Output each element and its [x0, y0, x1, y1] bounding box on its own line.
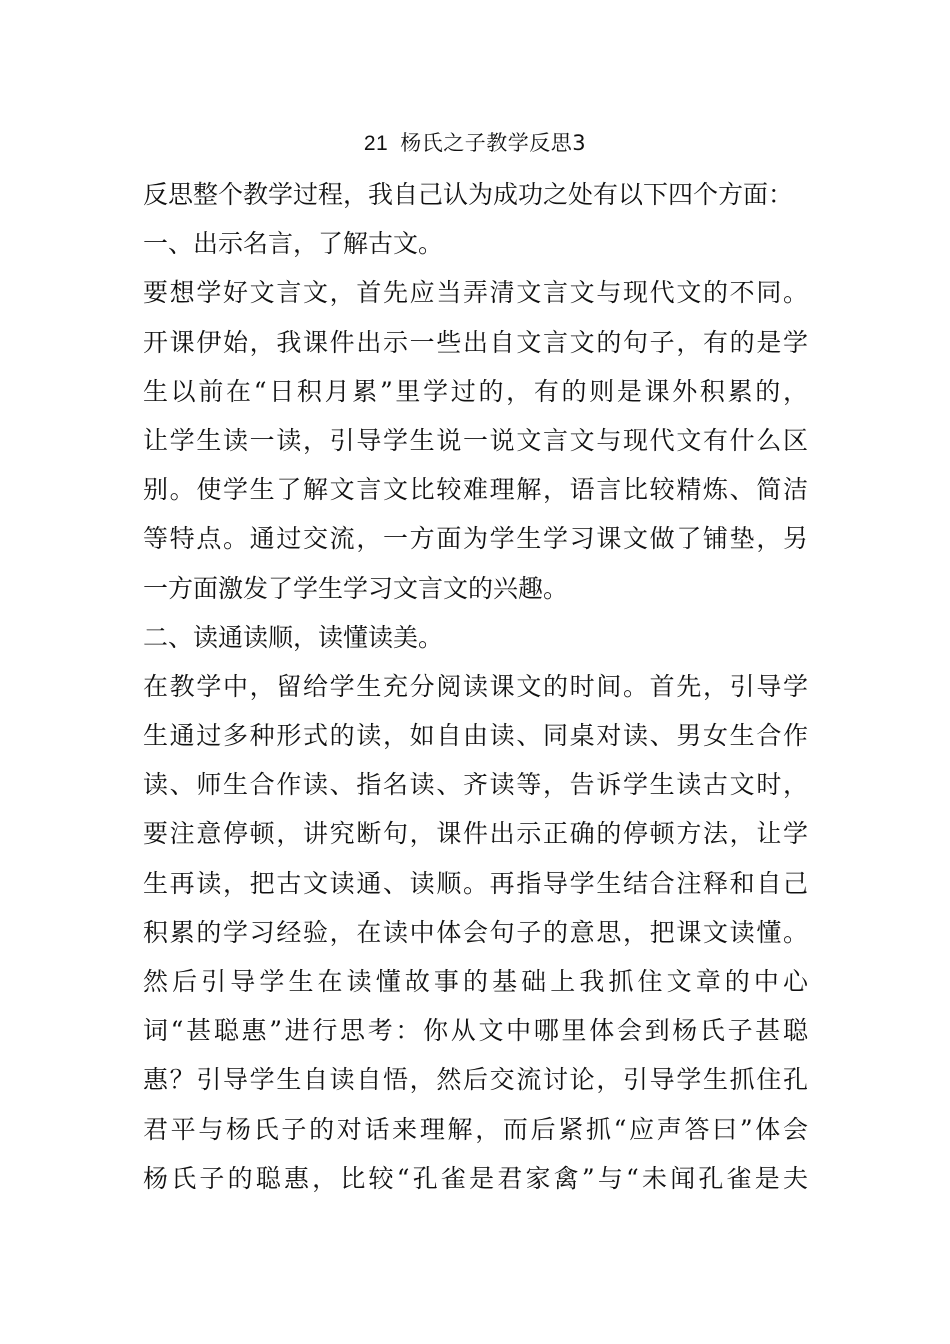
text-line: 杨氏子的聪惠，比较“孔雀是君家禽”与“未闻孔雀是夫: [143, 1163, 808, 1193]
page-title: [0, 128, 950, 159]
text-line: 反思整个教学过程，我自己认为成功之处有以下四个方面：: [143, 180, 794, 209]
text-line: 生以前在“日积月累”里学过的，有的则是课外积累的，: [143, 376, 808, 406]
text-line: 生通过多种形式的读，如自由读、同桌对读、男女生合作: [143, 721, 808, 751]
section-heading: 二、读通读顺，读懂读美。: [143, 622, 444, 652]
text-line: 君平与杨氏子的对话来理解，而后紧抓“应声答曰”体会: [143, 1114, 808, 1144]
text-line: 读、师生合作读、指名读、齐读等，告诉学生读古文时，: [143, 770, 808, 800]
text-line: 让学生读一读，引导学生说一说文言文与现代文有什么区: [143, 425, 808, 455]
text-line: 别。使学生了解文言文比较难理解，语言比较精炼、简洁: [143, 475, 808, 505]
text-line: 在教学中，留给学生充分阅读课文的时间。首先，引导学: [143, 671, 808, 701]
text-line: 开课伊始，我课件出示一些出自文言文的句子，有的是学: [143, 327, 808, 357]
title-text: 杨氏之子教学反思3: [400, 131, 587, 155]
text-line: 等特点。通过交流，一方面为学生学习课文做了铺垫，另: [143, 524, 808, 554]
text-line: 惠？引导学生自读自悟，然后交流讨论，引导学生抓住孔: [143, 1065, 808, 1095]
title-number: 21: [363, 132, 389, 155]
text-line: 一方面激发了学生学习文言文的兴趣。: [143, 573, 569, 603]
text-line: 然后引导学生在读懂故事的基础上我抓住文章的中心: [143, 967, 808, 996]
text-line: 生再读，把古文读通、读顺。再指导学生结合注释和自己: [143, 868, 808, 898]
body-text: [143, 170, 808, 1203]
text-line: 要想学好文言文，首先应当弄清文言文与现代文的不同。: [143, 278, 808, 308]
text-line: 词“甚聪惠”进行思考：你从文中哪里体会到杨氏子甚聪: [143, 1016, 808, 1046]
text-line: 积累的学习经验，在读中体会句子的意思，把课文读懂。: [143, 917, 808, 947]
section-heading: 一、出示名言，了解古文。: [143, 229, 444, 259]
text-line: 要注意停顿，讲究断句，课件出示正确的停顿方法，让学: [143, 819, 808, 849]
